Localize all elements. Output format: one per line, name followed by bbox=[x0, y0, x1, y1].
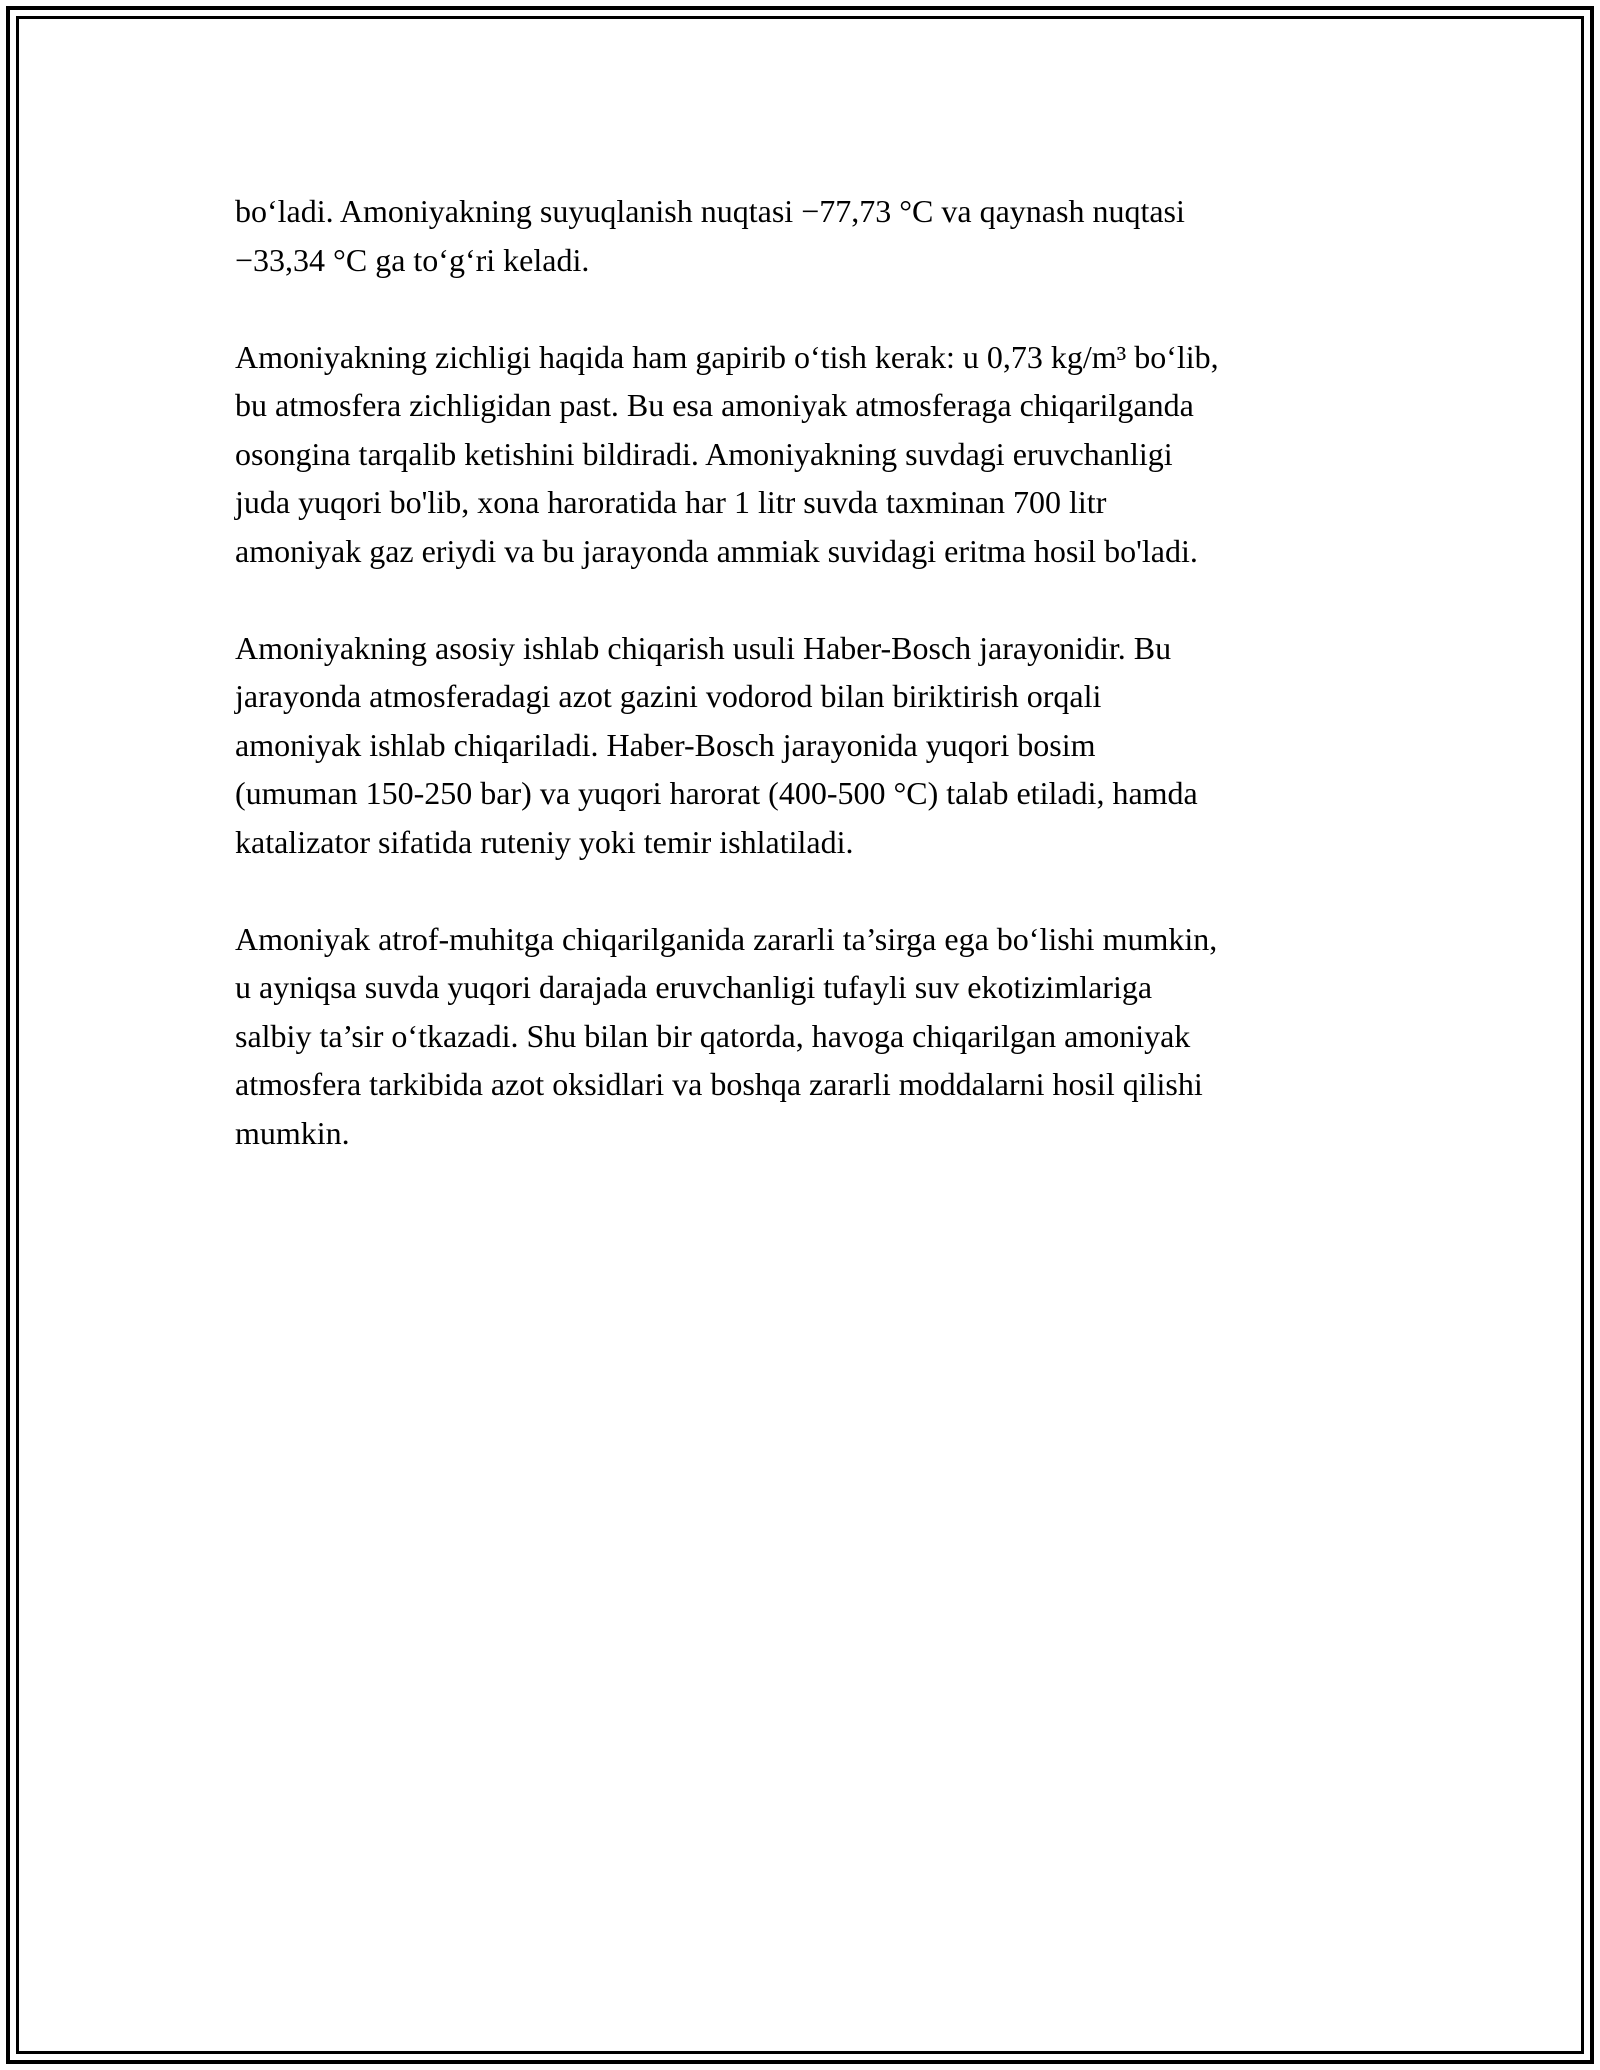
document-body bbox=[235, 187, 1395, 1206]
paragraph-melting-boiling-points: bo‘ladi. Amoniyakning suyuqlanish nuqtasi −77,73 °C va qaynash nuqtasi −33,34 °C ga to‘g‘ri keladi. bbox=[235, 193, 1185, 278]
paragraph-haber-bosch-process: Amoniyakning asosiy ishlab chiqarish usuli Haber-Bosch jarayonidir. Bu jarayonda atmosferadagi azot gazini vodorod bilan biriktirish orqali amoniyak ishlab chiqariladi. Haber-Bosch jarayonida yuqori bosim (umuman 150-250 bar) va yuqori harorat (400-500 °C) talab etiladi, hamda katalizator sifatida ruteniy yoki temir ishlatiladi. bbox=[235, 629, 1198, 860]
paragraph-density-solubility: Amoniyakning zichligi haqida ham gapirib o‘tish kerak: u 0,73 kg/m³ bo‘lib, bu atmosfera zichligidan past. Bu esa amoniyak atmosferaga chiqarilganda osongina tarqalib ketishini bildiradi. Amoniyakning suvdagi eruvchanligi juda yuqori bo'lib, xona haroratida har 1 litr suvda taxminan 700 litr amoniyak gaz eriydi va bu jarayonda ammiak suvidagi eritma hosil bo'ladi. bbox=[235, 338, 1219, 569]
paragraph-environmental-impact: Amoniyak atrof-muhitga chiqarilganida zararli ta’sirga ega bo‘lishi mumkin, u ayniqsa suvda yuqori darajada eruvchanligi tufayli suv ekotizimlariga salbiy ta’sir o‘tkazadi. Shu bilan bir qatorda, havoga chiqarilgan amoniyak atmosfera tarkibida azot oksidlari va boshqa zararli moddalarni hosil qilishi mumkin. bbox=[235, 920, 1218, 1151]
